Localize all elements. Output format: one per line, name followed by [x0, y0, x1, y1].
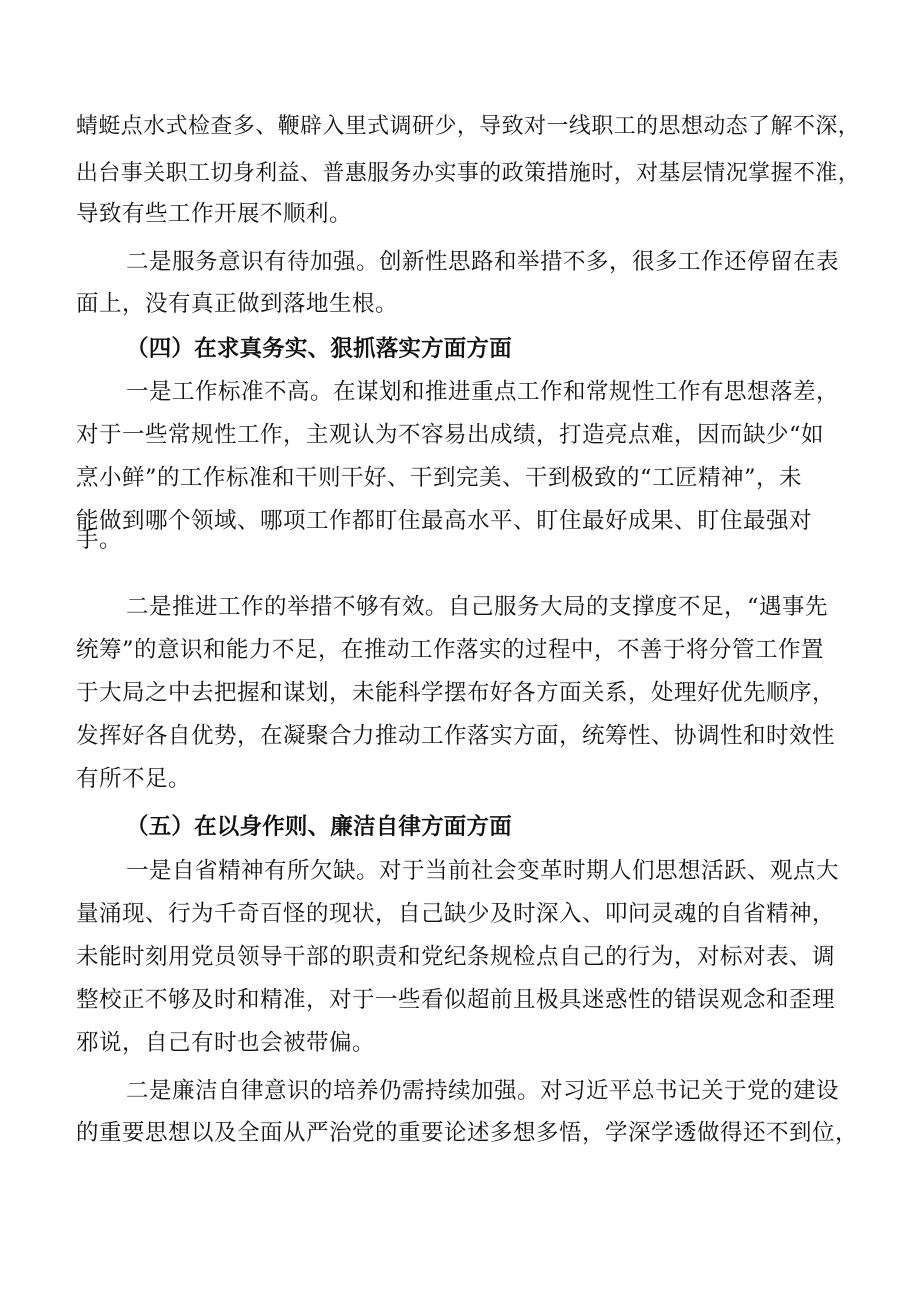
paragraph-line: 能做到哪个领域、哪项工作都盯住最高水平、盯住最好成果、盯住最强对	[76, 508, 813, 534]
paragraph-line: 一是工作标准不高。在谋划和推进重点工作和常规性工作有思想落差，	[126, 379, 840, 405]
paragraph-line: 导致有些工作开展不顺利。	[76, 201, 353, 227]
paragraph-line: 有所不足。	[76, 766, 192, 792]
paragraph-line: 量涌现、行为千奇百怪的现状，自己缺少及时深入、叩问灵魂的自省精神，	[76, 901, 836, 927]
paragraph-line: 二是廉洁自律意识的培养仍需持续加强。对习近平总书记关于党的建设	[126, 1078, 840, 1104]
paragraph-line: 二是服务意识有待加强。创新性思路和举措不多，很多工作还停留在表	[126, 249, 840, 275]
paragraph-line: 面上，没有真正做到落地生根。	[76, 291, 399, 317]
paragraph-line: 邪说，自己有时也会被带偏。	[76, 1030, 376, 1056]
paragraph-line: 统筹”的意识和能力不足，在推动工作落实的过程中，不善于将分管工作置	[76, 637, 825, 663]
paragraph-line: 手。	[76, 527, 123, 553]
paragraph-line: 二是推进工作的举措不够有效。自己服务大局的支撑度不足，“遇事先	[126, 594, 829, 620]
section-heading-4: （四）在求真务实、狠抓落实方面方面	[126, 336, 512, 362]
paragraph-line: 蜻蜓点水式检查多、鞭辟入里式调研少，导致对一线职工的思想动态了解不深，	[76, 114, 861, 139]
section-heading-5: （五）在以身作则、廉洁自律方面方面	[126, 814, 512, 840]
paragraph-line: 的重要思想以及全面从严治党的重要论述多想多悟，学深学透做得还不到位，	[76, 1120, 859, 1146]
paragraph-line: 整校正不够及时和精准，对于一些看似超前且极具迷惑性的错误观念和歪理	[76, 987, 836, 1013]
paragraph-line: 于大局之中去把握和谋划，未能科学摆布好各方面关系，处理好优先顺序，	[76, 680, 836, 706]
paragraph-line: 发挥好各自优势，在凝聚合力推动工作落实方面，统筹性、协调性和时效性	[76, 723, 836, 749]
paragraph-line: 对于一些常规性工作，主观认为不容易出成绩，打造亮点难，因而缺少“如	[76, 422, 825, 448]
paragraph-line: 未能时刻用党员领导干部的职责和党纪条规检点自己的行为，对标对表、调	[76, 944, 836, 970]
paragraph-line: 一是自省精神有所欠缺。对于当前社会变革时期人们思想活跃、观点大	[126, 858, 840, 884]
paragraph-line: 出台事关职工切身利益、普惠服务办实事的政策措施时，对基层情况掌握不准，	[76, 161, 861, 186]
paragraph-line: 烹小鲜”的工作标准和干则干好、干到完美、干到极致的“工匠精神”，未	[76, 465, 803, 491]
